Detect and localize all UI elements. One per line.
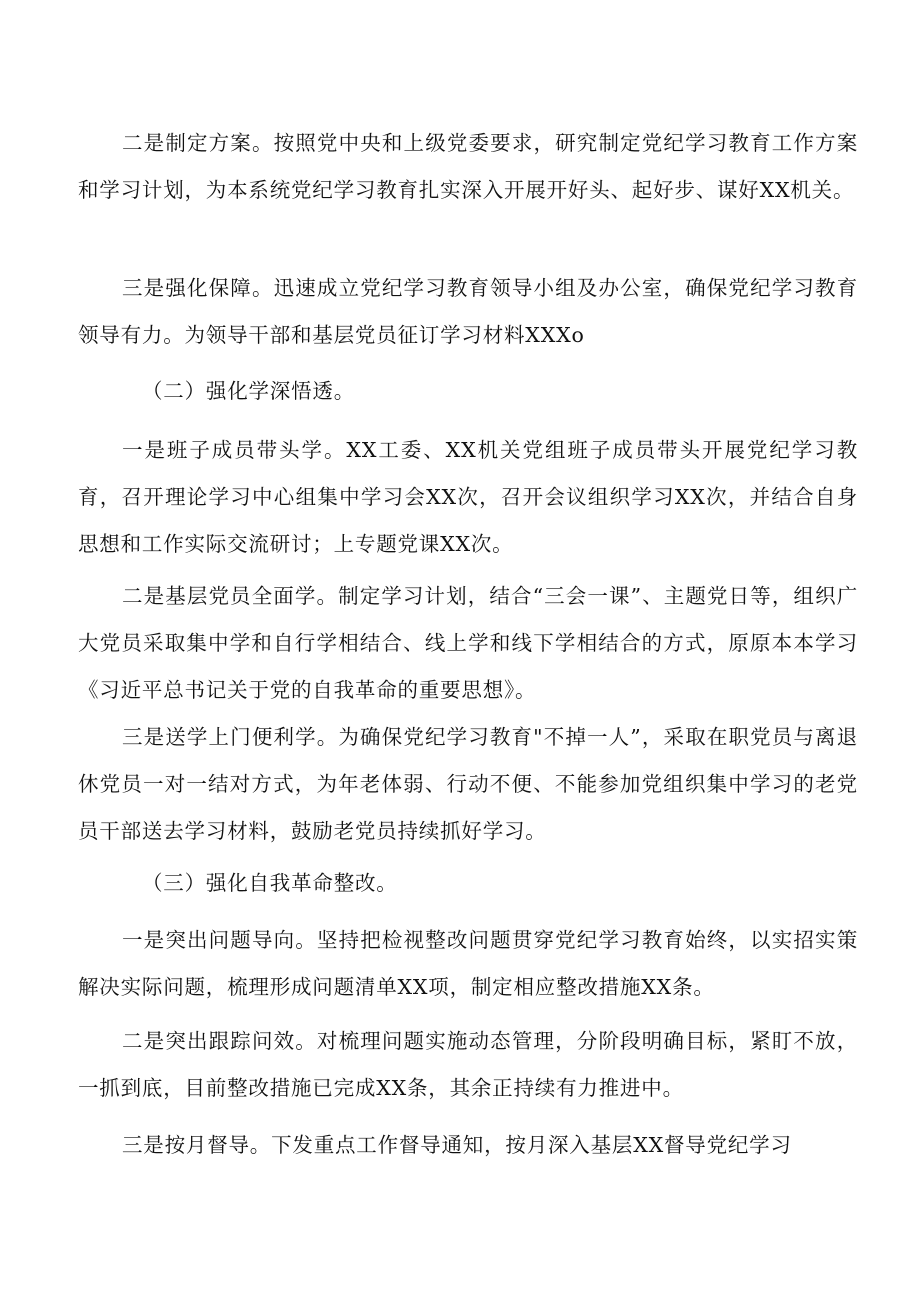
paragraph-door-to-door-study: 三是送学上门便利学。为确保党纪学习教育"不掉一人”，采取在职党员与离退休党员一对一结对方式，为年老体弱、行动不便、不能参加党组织集中学习的老党员干部送去学习材料，鼓励老党员持续抓好学习。 [78,725,858,843]
paragraph-formulate-plan: 二是制定方案。按照党中央和上级党委要求，研究制定党纪学习教育工作方案和学习计划，为本系统党纪学习教育扎实深入开展开好头、起好步、谋好XX机关。 [78,131,858,202]
paragraph-strengthen-guarantee: 三是强化保障。迅速成立党纪学习教育领导小组及办公室，确保党纪学习教育领导有力。为领导干部和基层党员征订学习材料XXXo [78,276,858,347]
paragraph-leaders-study: 一是班子成员带头学。XX工委、XX机关党组班子成员带头开展党纪学习教育，召开理论学习中心组集中学习会XX次，召开会议组织学习XX次，并结合自身思想和工作实际交流研讨；上专题党课XX次。 [78,438,858,556]
paragraph-problem-oriented: 一是突出问题导向。坚持把检视整改问题贯穿党纪学习教育始终，以实招实策解决实际问题，梳理形成问题清单XX项，制定相应整改措施XX条。 [78,928,858,999]
paragraph-monthly-supervision: 三是按月督导。下发重点工作督导通知，按月深入基层XX督导党纪学习 [122,1133,792,1157]
section-heading-rectification: （三）强化自我革命整改。 [142,871,398,895]
paragraph-members-study: 二是基层党员全面学。制定学习计划，结合“三会一课”、主题党日等，组织广大党员采取集中学和自行学相结合、线上学和线下学相结合的方式，原原本本学习《习近平总书记关于党的自我革命的重要思想》。 [78,584,858,702]
paragraph-follow-up: 二是突出跟踪问效。对梳理问题实施动态管理，分阶段明确目标，紧盯不放，一抓到底，目前整改措施已完成XX条，其余正持续有力推进中。 [78,1029,858,1100]
section-heading-study: （二）强化学深悟透。 [142,379,355,403]
